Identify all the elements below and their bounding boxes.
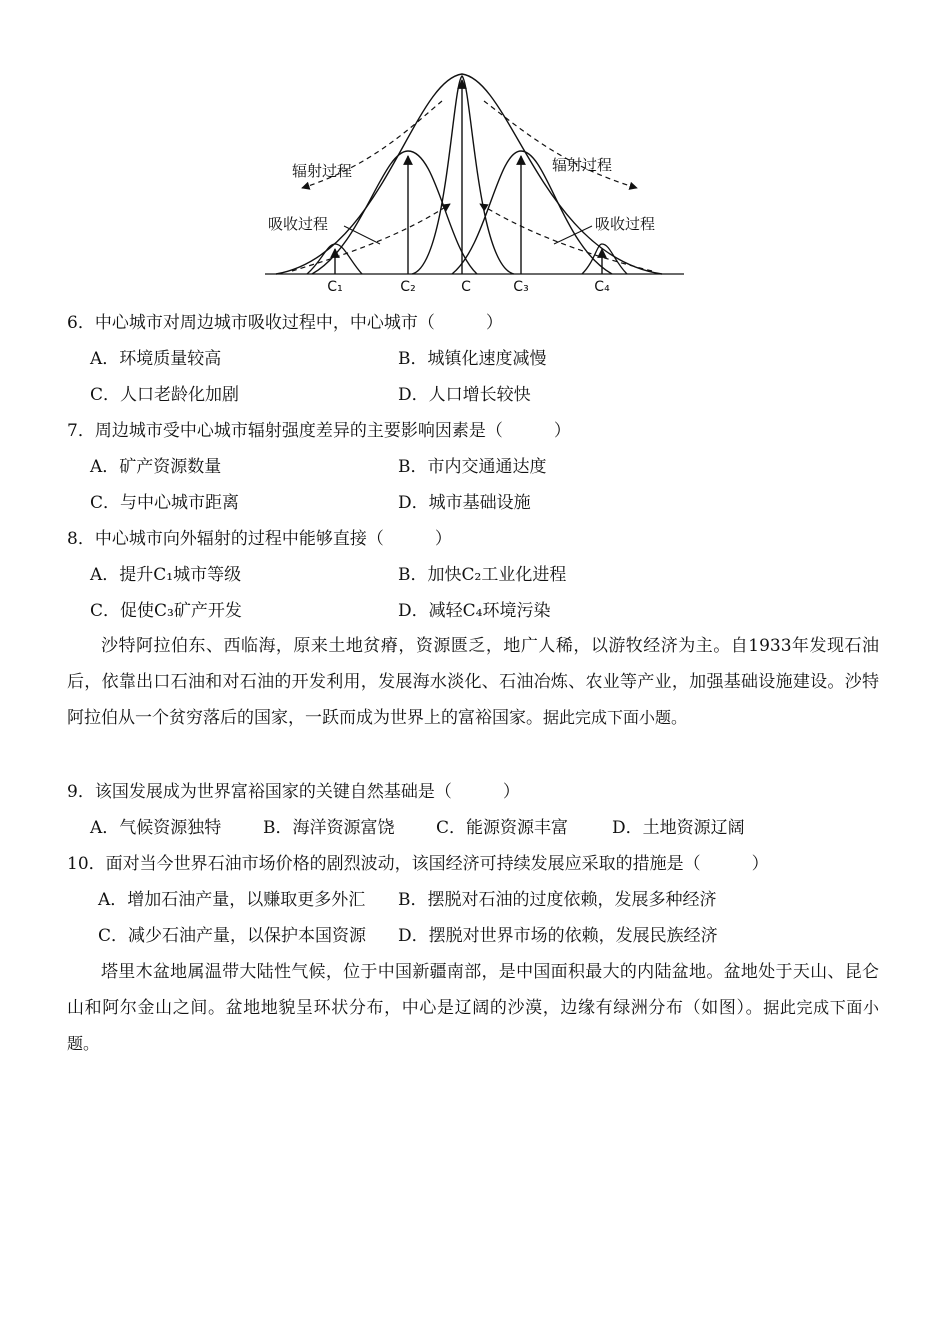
passage-tarim-text: 塔里木盆地属温带大陆性气候，位于中国新疆南部，是中国面积最大的内陆盆地。盆地处于天山、昆仑山和阿尔金山之间。盆地地貌呈环状分布，中心是辽阔的沙漠，边缘有绿洲分布（如图）。 xyxy=(67,962,879,1018)
question-6-option-c[interactable]: C．人口老龄化加剧 xyxy=(90,385,240,405)
axis-label-c3: C₃ xyxy=(513,279,529,295)
question-6-option-b[interactable]: B．城镇化速度减慢 xyxy=(398,349,547,369)
question-8-option-b[interactable]: B．加快C₂工业化进程 xyxy=(398,565,567,585)
question-7-option-c[interactable]: C．与中心城市距离 xyxy=(90,493,240,513)
question-6-option-d[interactable]: D．人口增长较快 xyxy=(398,385,531,405)
question-9-option-b[interactable]: B．海洋资源富饶 xyxy=(263,818,395,838)
question-8-option-d[interactable]: D．减轻C₄环境污染 xyxy=(398,601,551,621)
axis-label-c1: C₁ xyxy=(327,279,343,295)
axis-label-c2: C₂ xyxy=(400,279,416,295)
question-7-stem: 7．周边城市受中心城市辐射强度差异的主要影响因素是（ ） xyxy=(67,421,571,441)
passage-saudi-tail: 据此完成下面小题。 xyxy=(543,708,688,727)
question-8-option-c[interactable]: C．促使C₃矿产开发 xyxy=(90,601,242,621)
question-8-stem: 8．中心城市向外辐射的过程中能够直接（ ） xyxy=(67,529,452,549)
question-9-option-c[interactable]: C．能源资源丰富 xyxy=(436,818,569,838)
question-6-stem: 6．中心城市对周边城市吸收过程中，中心城市（ ） xyxy=(67,313,503,333)
question-10-option-a[interactable]: A．增加石油产量，以赚取更多外汇 xyxy=(98,890,366,910)
question-10-option-d[interactable]: D．摆脱对世界市场的依赖，发展民族经济 xyxy=(398,926,718,946)
absorption-label-left: 吸收过程 xyxy=(268,215,329,233)
radiation-arrow-right xyxy=(484,101,637,188)
question-6-option-a[interactable]: A．环境质量较高 xyxy=(90,349,222,369)
question-8-option-a[interactable]: A．提升C₁城市等级 xyxy=(90,565,242,585)
radiation-absorption-diagram xyxy=(262,66,687,298)
radiation-label-left: 辐射过程 xyxy=(292,162,353,180)
passage-saudi-text: 沙特阿拉伯东、西临海，原来土地贫瘠，资源匮乏，地广人稀，以游牧经济为主。自1933年发现石油后，依靠出口石油和对石油的开发利用，发展海水淡化、石油冶炼、农业等产业，加强基础设施建设。沙特阿拉伯从一个贫穷落后的国家，一跃而成为世界上的富裕国家。 xyxy=(67,636,879,728)
question-7-option-a[interactable]: A．矿产资源数量 xyxy=(90,457,222,477)
question-9-option-d[interactable]: D．土地资源辽阔 xyxy=(612,818,745,838)
question-10-option-c[interactable]: C．减少石油产量，以保护本国资源 xyxy=(98,926,367,946)
question-7-option-d[interactable]: D．城市基础设施 xyxy=(398,493,531,513)
passage-saudi-arabia xyxy=(67,628,879,736)
question-9-stem: 9．该国发展成为世界富裕国家的关键自然基础是（ ） xyxy=(67,782,520,802)
passage-tarim-basin xyxy=(67,954,879,1062)
passage-tarim-tail: 据此完成下面小题。 xyxy=(67,998,879,1053)
question-10-stem: 10．面对当今世界石油市场价格的剧烈波动，该国经济可持续发展应采取的措施是（ ） xyxy=(67,854,769,874)
question-7-option-b[interactable]: B．市内交通通达度 xyxy=(398,457,547,477)
question-10-option-b[interactable]: B．摆脱对石油的过度依赖，发展多种经济 xyxy=(398,890,717,910)
axis-label-c: C xyxy=(461,279,471,295)
axis-label-c4: C₄ xyxy=(594,279,610,295)
absorption-label-right: 吸收过程 xyxy=(595,215,656,233)
question-9-option-a[interactable]: A．气候资源独特 xyxy=(90,818,222,838)
radiation-label-right: 辐射过程 xyxy=(552,156,613,174)
